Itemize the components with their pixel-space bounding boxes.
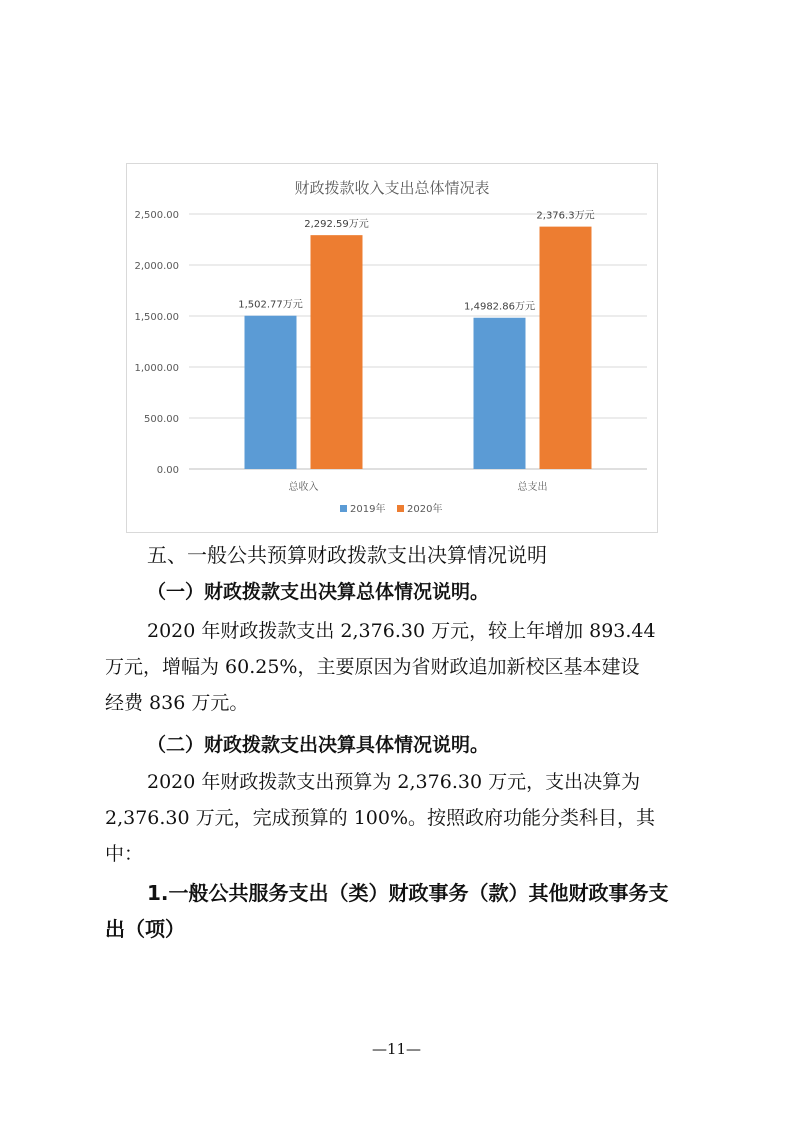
section-heading: 五、一般公共预算财政拨款支出决算情况说明 — [147, 543, 547, 567]
x-category-label: 总支出 — [517, 482, 548, 493]
bar-2020年-总支出 — [540, 227, 592, 469]
chart-canvas — [127, 164, 657, 532]
subsection-heading-2: （二）财政拨款支出决算具体情况说明。 — [147, 734, 490, 756]
x-axis-categories — [289, 480, 548, 493]
subsection-heading-1: （一）财政拨款支出决算总体情况说明。 — [147, 581, 490, 603]
data-label: 2,376.3万元 — [536, 210, 595, 222]
y-tick-label: 0.00 — [156, 465, 179, 476]
x-category-label: 总收入 — [288, 482, 319, 493]
bar-chart — [126, 163, 658, 533]
bars — [245, 227, 592, 469]
data-label: 1,4982.86万元 — [464, 301, 535, 313]
legend-swatch — [340, 505, 347, 512]
bar-2019年-总收入 — [245, 316, 297, 469]
paragraph-2-line-2: 2,376.30 万元，完成预算的 100%。按照政府功能分类科目，其 — [105, 807, 656, 829]
paragraph-2-line-1: 2020 年财政拨款支出预算为 2,376.30 万元，支出决算为 — [147, 771, 641, 793]
legend — [340, 502, 442, 515]
y-axis-ticks — [134, 210, 179, 476]
y-tick-label: 1,500.00 — [134, 312, 179, 323]
page-number: —11— — [371, 1040, 422, 1058]
y-tick-label: 500.00 — [144, 414, 179, 425]
legend-label: 2020年 — [407, 504, 443, 515]
legend-swatch — [397, 505, 404, 512]
chart-title: 财政拨款收入支出总体情况表 — [294, 179, 490, 197]
bar-2019年-总支出 — [474, 318, 526, 469]
paragraph-1-line-2: 万元，增幅为 60.25%，主要原因为省财政追加新校区基本建设 — [105, 656, 640, 678]
item-1-line-2: 出（项） — [105, 917, 185, 941]
paragraph-1-line-3: 经费 836 万元。 — [105, 692, 249, 714]
data-label: 2,292.59万元 — [304, 219, 369, 231]
item-1-line-1: 1.一般公共服务支出（类）财政事务（款）其他财政事务支 — [147, 881, 669, 905]
paragraph-1-line-1: 2020 年财政拨款支出 2,376.30 万元，较上年增加 893.44 — [147, 620, 656, 642]
paragraph-2-line-3: 中： — [105, 843, 144, 865]
y-tick-label: 2,500.00 — [134, 210, 179, 221]
bar-2020年-总收入 — [311, 235, 363, 469]
legend-label: 2019年 — [350, 504, 386, 515]
y-tick-label: 1,000.00 — [134, 363, 179, 374]
data-label: 1,502.77万元 — [238, 299, 303, 311]
y-tick-label: 2,000.00 — [134, 261, 179, 272]
